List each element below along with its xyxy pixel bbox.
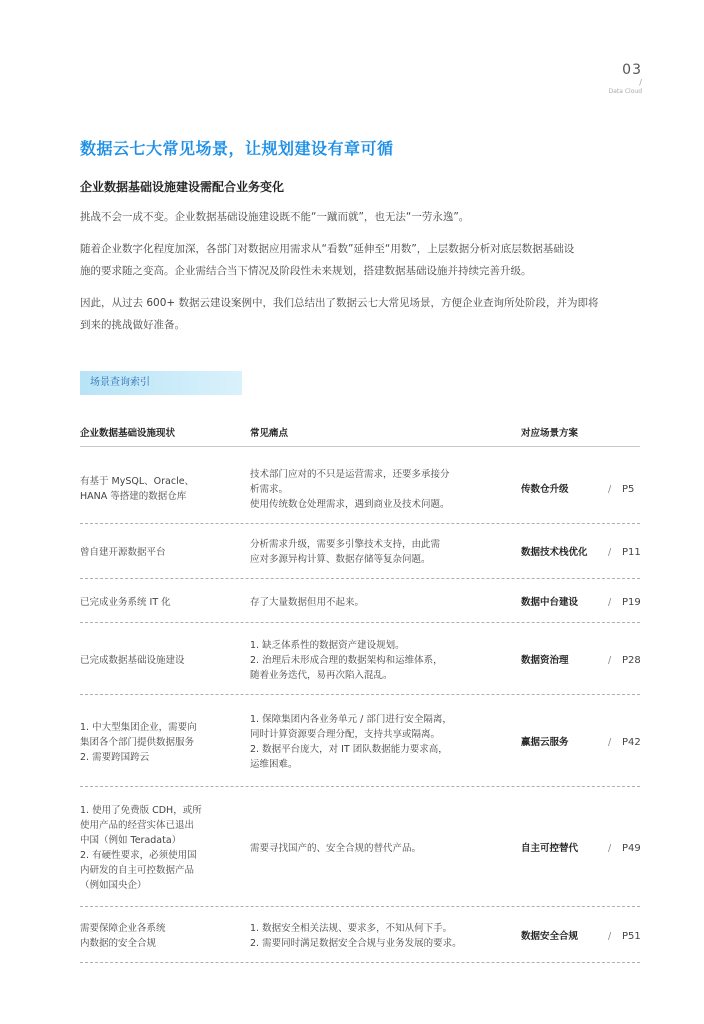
table-row [80, 526, 640, 578]
table-row [80, 455, 640, 523]
pain-cell-line: 1. 保障集团内各业务单元 / 部门进行安全隔离， [250, 714, 452, 725]
status-cell-line: 需要保障企业各系统 [80, 923, 166, 934]
row-divider [80, 523, 640, 524]
status-cell-line: 集团各个部门提供数据服务 [80, 737, 195, 748]
pain-cell [250, 467, 475, 512]
row-divider [80, 578, 640, 579]
pain-cell-line: 应对多源异构计算、数据存储等复杂问题。 [250, 554, 431, 565]
pain-cell-line: 2. 治理后未形成合理的数据架构和运维体系， [250, 655, 443, 666]
status-cell-line: 使用产品的经营实体已退出 [80, 820, 195, 831]
page-ref-cell: P51 [622, 931, 641, 942]
header-solution: 对应场景方案 [521, 428, 579, 439]
status-cell-line: 2. 需要跨国跨云 [80, 752, 150, 763]
pain-cell-line: 2. 需要同时满足数据安全合规与业务发展的要求。 [250, 938, 462, 949]
separator-cell: / [608, 931, 612, 942]
page-ref-cell: P28 [622, 655, 641, 666]
page-number: 03 [622, 62, 642, 78]
status-cell [80, 720, 230, 765]
status-cell [80, 803, 230, 893]
header-pain: 常见痛点 [250, 428, 289, 439]
table-row [80, 582, 640, 622]
solution-cell: 数据技术栈优化 [521, 547, 588, 558]
row-divider [80, 622, 640, 623]
page-ref-cell: P11 [622, 547, 641, 558]
row-divider [80, 786, 640, 787]
pain-cell-line: 使用传统数仓处理需求，遇到商业及技术问题。 [250, 499, 450, 510]
status-cell-line: 内研发的自主可控数据产品 [80, 865, 195, 876]
page-ref-cell: P19 [622, 597, 641, 608]
status-cell [80, 474, 230, 504]
paragraph-line: 挑战不会一成不变。企业数据基础设施建设既不能“一蹴而就”，也无法“一劳永逸”。 [80, 211, 470, 223]
pain-cell-line: 随着业务迭代，易再次陷入混乱。 [250, 670, 393, 681]
paragraph-line: 到来的挑战做好准备。 [80, 319, 185, 331]
paragraph-1 [80, 206, 650, 228]
brand-label: Data Cloud [608, 88, 642, 95]
status-cell-line: 已完成数据基础设施建设 [80, 655, 185, 666]
paragraph-line: 施的要求随之变高。企业需结合当下情况及阶段性未来规划，搭建数据基础设施并持续完善升级。 [80, 265, 532, 277]
table-header [80, 425, 640, 439]
table-row [80, 698, 640, 786]
status-cell-line: 1. 中大型集团企业，需要向 [80, 722, 197, 733]
pain-cell-line: 1. 缺乏体系性的数据资产建设规划。 [250, 640, 405, 651]
pain-cell [250, 712, 475, 772]
pain-cell-line: 同时计算资源要合理分配，支持共享或隔离。 [250, 729, 441, 740]
page-ref-cell: P42 [622, 737, 641, 748]
pain-cell [250, 638, 475, 683]
pain-cell [250, 841, 475, 856]
pain-cell-line: 存了大量数据但用不起来。 [250, 597, 365, 608]
pain-cell-line: 2. 数据平台庞大，对 IT 团队数据能力要求高， [250, 744, 448, 755]
separator-cell: / [608, 737, 612, 748]
status-cell-line: 已完成业务系统 IT 化 [80, 597, 171, 608]
table-row [80, 626, 640, 694]
status-cell-line: 2. 有硬性要求，必须使用国 [80, 850, 197, 861]
status-cell-line: 曾自建开源数据平台 [80, 547, 166, 558]
status-cell-line: HANA 等搭建的数据仓库 [80, 491, 187, 502]
status-cell-line: 有基于 MySQL、Oracle、 [80, 476, 195, 487]
status-cell [80, 595, 230, 610]
paragraph-2 [80, 238, 650, 282]
solution-cell: 赢据云服务 [521, 737, 569, 748]
header-status: 企业数据基础设施现状 [80, 428, 176, 439]
solution-cell: 数据资治理 [521, 655, 569, 666]
separator-cell: / [608, 484, 612, 495]
pain-cell-line: 1. 数据安全相关法规、要求多，不知从何下手。 [250, 923, 453, 934]
table-header-divider [80, 446, 640, 447]
pain-cell-line: 分析需求升级，需要多引擎技术支持，由此需 [250, 539, 441, 550]
separator-cell: / [608, 597, 612, 608]
paragraph-3 [80, 292, 650, 336]
pain-cell-line: 运维困难。 [250, 759, 298, 770]
separator-cell: / [608, 547, 612, 558]
status-cell-line: 内数据的安全合规 [80, 938, 157, 949]
separator-cell: / [608, 655, 612, 666]
status-cell-line: 中国（例如 Teradata） [80, 835, 182, 846]
separator-cell: / [608, 843, 612, 854]
pain-cell [250, 921, 475, 951]
solution-cell: 数据安全合规 [521, 931, 579, 942]
row-divider [80, 906, 640, 907]
status-cell [80, 921, 230, 951]
table-row [80, 910, 640, 962]
status-cell [80, 653, 230, 668]
pain-cell [250, 537, 475, 567]
paragraph-line: 因此，从过去 600+ 数据云建设案例中，我们总结出了数据云七大常见场景，方便企业查询所处阶段，并为即将 [80, 297, 599, 309]
status-cell-line: 1. 使用了免费版 CDH，或所 [80, 805, 202, 816]
pain-cell-line: 技术部门应对的不只是运营需求，还要多承接分 [250, 469, 450, 480]
page-title: 数据云七大常见场景，让规划建设有章可循 [80, 139, 394, 158]
paragraph-line: 随着企业数字化程度加深，各部门对数据应用需求从“看数”延伸至“用数”，上层数据分析对底层数据基础设 [80, 243, 575, 255]
solution-cell: 数据中台建设 [521, 597, 579, 608]
status-cell-line: （例如国央企） [80, 880, 147, 891]
scenario-index-tag: 场景查询索引 [80, 371, 242, 395]
section-subtitle: 企业数据基础设施建设需配合业务变化 [80, 180, 285, 194]
solution-cell: 传数仓升级 [521, 484, 569, 495]
page-ref-cell: P5 [622, 484, 635, 495]
page-number-block [609, 62, 642, 96]
row-divider [80, 694, 640, 695]
pain-cell [250, 595, 475, 610]
page-ref-cell: P49 [622, 843, 641, 854]
pain-cell-line: 析需求。 [250, 484, 289, 495]
page-number-slash: / [639, 78, 642, 87]
status-cell [80, 545, 230, 560]
pain-cell-line: 需要寻找国产的、安全合规的替代产品。 [250, 843, 422, 854]
table-row [80, 790, 640, 906]
row-divider [80, 962, 640, 963]
solution-cell: 自主可控替代 [521, 843, 579, 854]
